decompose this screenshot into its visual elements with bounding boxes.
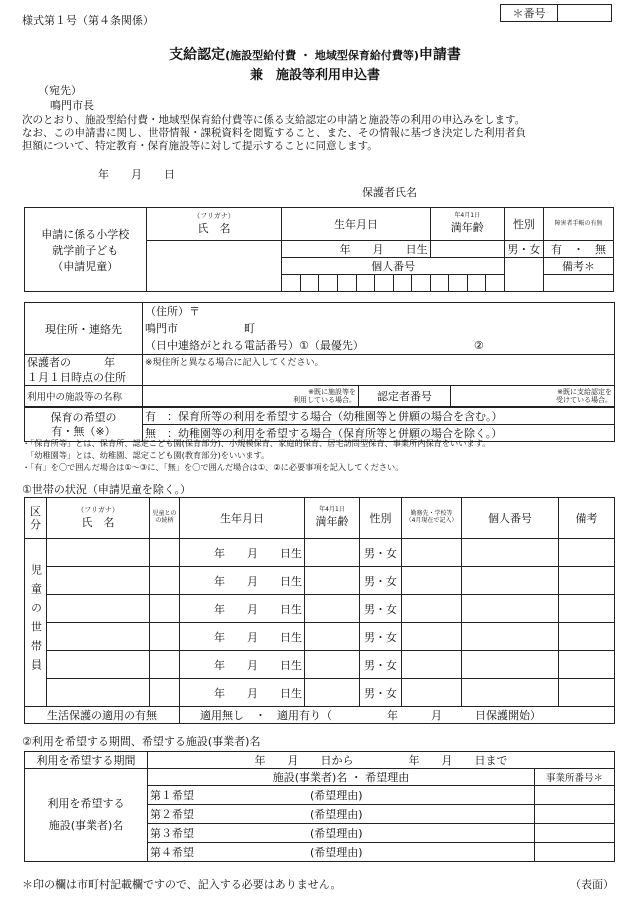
hh-mynumber-field[interactable]: [462, 623, 559, 651]
hh-work-header: 勤務先・学校等 （4月現在で記入）: [402, 498, 462, 539]
remarks-field[interactable]: [543, 275, 613, 292]
choice-row[interactable]: 第３希望 (希望理由): [148, 824, 535, 843]
serial-field[interactable]: [558, 5, 612, 22]
sex-header: 性別: [504, 208, 543, 241]
hh-dob-field[interactable]: 年 月 日生: [180, 539, 305, 567]
hh-mynumber-field[interactable]: [462, 679, 559, 707]
mynumber-digit[interactable]: [412, 275, 431, 292]
guardian-name-label: 保護者氏名: [362, 186, 417, 199]
period-table: [24, 751, 615, 862]
jan1-address-field[interactable]: ※現住所と異なる場合に記入してください。: [143, 355, 615, 386]
hh-dob-header: 生年月日: [180, 498, 305, 539]
choice-row[interactable]: 第２希望 (希望理由): [148, 805, 535, 824]
age-header: 年4月1日 満年齢: [430, 208, 504, 241]
hh-mynumber-field[interactable]: [462, 539, 559, 567]
hh-relation-field[interactable]: [150, 539, 180, 567]
welfare-field[interactable]: 適用無し ・ 適用有り（ 年 月 日保護開始）: [180, 707, 615, 724]
mynumber-digit[interactable]: [282, 275, 301, 292]
dob-header: 生年月日: [282, 208, 430, 241]
period-field[interactable]: 年 月 日から 年 月 日まで: [148, 752, 615, 769]
welfare-label: 生活保護の適用の有無: [25, 707, 180, 724]
mynumber-digit[interactable]: [338, 275, 357, 292]
hh-sex-field[interactable]: 男・女: [360, 567, 402, 595]
title-main: 支給認定(施設型給付費 ・ 地域型保育給付費等)申請書: [169, 47, 461, 63]
jan1-address-label: 保護者の 年 １月１日時点の住所: [25, 355, 143, 386]
wish-label: 保育の希望の 有・無（※）: [25, 408, 143, 442]
hh-dob-field[interactable]: 年 月 日生: [180, 595, 305, 623]
hh-relation-header: 児童との の続柄: [150, 498, 180, 539]
hh-dob-field[interactable]: 年 月 日生: [180, 679, 305, 707]
hh-dob-field[interactable]: 年 月 日生: [180, 567, 305, 595]
applicant-name-field[interactable]: [146, 241, 282, 292]
hh-relation-field[interactable]: [150, 567, 180, 595]
cert-number-label: 認定者番号: [359, 386, 451, 407]
mynumber-digit[interactable]: [449, 275, 468, 292]
facility-wish-label: 利用を希望する 施設(事業者)名: [25, 769, 148, 862]
hh-work-field[interactable]: [402, 567, 462, 595]
applicant-sex-field[interactable]: 男・女: [504, 241, 543, 258]
notes: ・「保育所等」とは、保育所、認定こども園(保育部分)、小規模保育、家庭的保育、居宅訪問型保育、事業所内保育をいいます。 「幼稚園等」とは、幼稚園、認定こども園(教育部分)をいいます。 ・「有」を〇で囲んだ場合は①～③に、「無」を〇で囲んだ場合は①、②に必要事項を記入してください。: [22, 438, 491, 472]
mynumber-digit[interactable]: [430, 275, 449, 292]
hh-sex-field[interactable]: 男・女: [360, 595, 402, 623]
office-number-field[interactable]: [535, 805, 615, 824]
hh-dob-field[interactable]: 年 月 日生: [180, 623, 305, 651]
household-title: ①世帯の状況（申請児童を除く。）: [22, 483, 192, 496]
applicant-table: [24, 207, 614, 292]
hh-relation-field[interactable]: [150, 651, 180, 679]
remarks-header: 備考＊: [543, 258, 613, 275]
mynumber-digit[interactable]: [375, 275, 394, 292]
mynumber-digit[interactable]: [467, 275, 486, 292]
address-label: 現住所・連絡先: [25, 303, 143, 355]
office-number-field[interactable]: [535, 824, 615, 843]
period-title: ②利用を希望する期間、希望する施設(事業者)名: [22, 735, 261, 748]
hh-remarks-header: 備考: [559, 498, 615, 539]
cert-number-field[interactable]: ※既に支給認定を 受けている場合。: [451, 386, 615, 407]
hh-remarks-field[interactable]: [559, 651, 615, 679]
facility-table: [24, 385, 615, 407]
mynumber-digit[interactable]: [486, 275, 505, 292]
hh-age-field[interactable]: [305, 539, 360, 567]
hh-name-field[interactable]: [47, 595, 150, 623]
blank-cell: [504, 258, 543, 275]
hh-work-field[interactable]: [402, 651, 462, 679]
intro-line3: 担額について、特定教育・保育施設等に対して提示することに同意します。: [22, 140, 378, 152]
mynumber-digit[interactable]: [393, 275, 412, 292]
hh-sex-field[interactable]: 男・女: [360, 539, 402, 567]
office-number-header: 事業所番号＊: [535, 769, 615, 786]
hh-mynumber-field[interactable]: [462, 567, 559, 595]
mynumber-header: 個人番号: [282, 258, 504, 275]
intro-line1: 次のとおり、施設型給付費・地域型保育給付費等に係る支給認定の申請と施設等の利用の申込みをします。: [22, 114, 526, 126]
hh-work-field[interactable]: [402, 595, 462, 623]
hh-work-field[interactable]: [402, 623, 462, 651]
blank-cell: [504, 275, 543, 292]
footer-note: ＊印の欄は市町村記載欄ですので、記入する必要はありません。: [22, 878, 342, 891]
choice-row[interactable]: 第１希望 (希望理由): [148, 786, 535, 805]
facility-label: 利用中の施設等の名称: [25, 386, 143, 407]
hh-age-field[interactable]: [305, 623, 360, 651]
hh-name-field[interactable]: [47, 651, 150, 679]
hh-name-field[interactable]: [47, 567, 150, 595]
hh-name-field[interactable]: [47, 539, 150, 567]
addressee: 鳴門市長: [50, 99, 94, 112]
application-date[interactable]: 年 月 日: [98, 168, 175, 181]
hh-kubun-header: 区分: [25, 498, 47, 539]
hh-name-field[interactable]: [47, 679, 150, 707]
hh-remarks-field[interactable]: [559, 679, 615, 707]
hh-name-field[interactable]: [47, 623, 150, 651]
applicant-label: 申請に係る小学校 就学前子ども （申請児童）: [25, 208, 147, 292]
hh-sex-field[interactable]: 男・女: [360, 651, 402, 679]
wish-option-no[interactable]: 無 ：幼稚園等の利用を希望する場合（保育所等と併願の場合を除く。）: [143, 425, 615, 442]
title-sub: 兼 施設等利用申込書: [249, 68, 380, 83]
period-label: 利用を希望する期間: [25, 752, 148, 769]
choice-row[interactable]: 第４希望 (希望理由): [148, 843, 535, 862]
hh-sex-header: 性別: [360, 498, 402, 539]
hh-sex-field[interactable]: 男・女: [360, 679, 402, 707]
address-field[interactable]: （住所）〒 鳴門市 町 （日中連絡がとれる電話番号）①（最優先） ②: [143, 303, 615, 355]
wish-option-yes[interactable]: 有 ：保育所等の利用を希望する場合（幼稚園等と併願の場合を含む。）: [143, 408, 615, 425]
applicant-age-field[interactable]: [430, 241, 504, 258]
office-number-field[interactable]: [535, 786, 615, 805]
facility-wish-header: 施設(事業者)名 ・ 希望理由: [148, 769, 535, 786]
hh-remarks-field[interactable]: [559, 623, 615, 651]
hh-work-field[interactable]: [402, 539, 462, 567]
household-table: [24, 497, 615, 724]
hh-age-field[interactable]: [305, 567, 360, 595]
intro-line2: なお、この申請書に関し、世帯情報・課税資料を閲覧すること、また、その情報に基づき決定した利用者負: [22, 127, 526, 139]
hh-name-header: （フリガナ） 氏 名: [47, 498, 150, 539]
hh-age-header: 年4月1日 満年齢: [305, 498, 360, 539]
hh-remarks-field[interactable]: [559, 595, 615, 623]
facility-field[interactable]: ※既に施設等を 利用している場合。: [143, 386, 359, 407]
serial-box: [500, 4, 612, 22]
hh-sex-field[interactable]: 男・女: [360, 623, 402, 651]
hh-dob-field[interactable]: 年 月 日生: [180, 651, 305, 679]
hh-side-label: 児童の世帯員: [25, 539, 47, 707]
addressee-label: （宛先）: [38, 84, 82, 97]
hh-relation-field[interactable]: [150, 623, 180, 651]
serial-label: ＊番号: [501, 5, 558, 22]
form-number: 様式第１号（第４条関係）: [22, 14, 154, 27]
hh-remarks-field[interactable]: [559, 567, 615, 595]
page-side: （表面）: [570, 878, 614, 891]
hh-mynumber-field[interactable]: [462, 595, 559, 623]
applicant-disability-field[interactable]: 有 ・ 無: [543, 241, 613, 258]
hh-mynumber-header: 個人番号: [462, 498, 559, 539]
hh-remarks-field[interactable]: [559, 539, 615, 567]
disability-header: 障害者手帳の有無: [543, 208, 613, 241]
hh-age-field[interactable]: [305, 651, 360, 679]
hh-relation-field[interactable]: [150, 595, 180, 623]
hh-age-field[interactable]: [305, 679, 360, 707]
hh-mynumber-field[interactable]: [462, 651, 559, 679]
address-table: [24, 302, 615, 386]
applicant-dob-field[interactable]: 年 月 日生: [282, 241, 430, 258]
hh-relation-field[interactable]: [150, 679, 180, 707]
hh-work-field[interactable]: [402, 679, 462, 707]
name-header: （フリガナ） 氏 名: [146, 208, 282, 241]
mynumber-digit[interactable]: [300, 275, 319, 292]
office-number-field[interactable]: [535, 843, 615, 862]
mynumber-digit[interactable]: [319, 275, 338, 292]
mynumber-digit[interactable]: [356, 275, 375, 292]
hh-age-field[interactable]: [305, 595, 360, 623]
